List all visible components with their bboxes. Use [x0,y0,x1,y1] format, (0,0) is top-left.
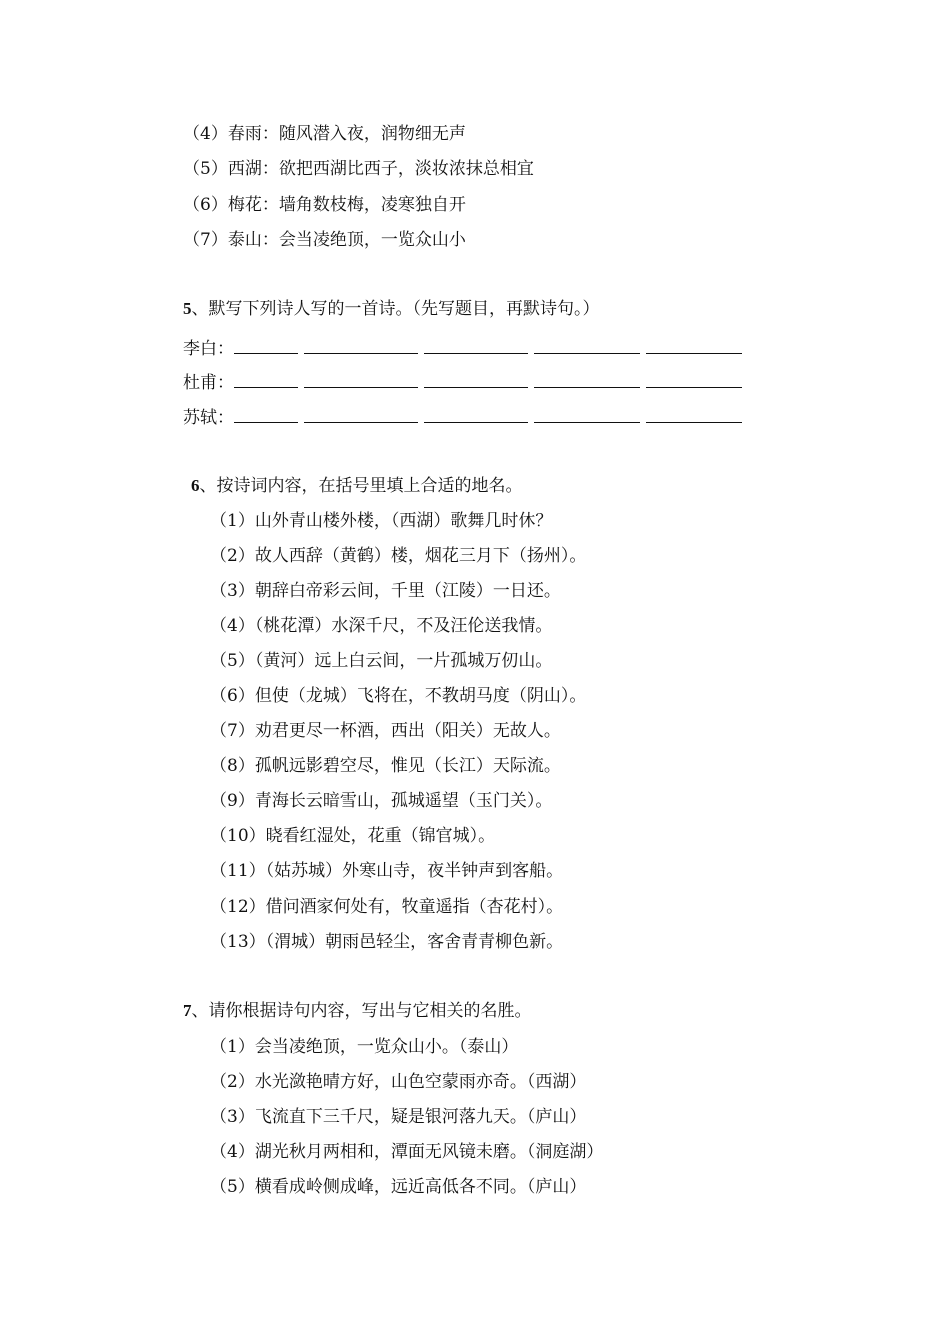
verse-blank[interactable] [424,337,528,354]
question-number: 6 [191,476,200,495]
q6-item: （11）（姑苏城）外寒山寺，夜半钟声到客船。 [210,861,564,881]
q6-item: （5）（黄河）远上白云间，一片孤城万仞山。 [210,651,553,671]
verse-blank[interactable] [424,371,528,388]
verse-blank[interactable] [304,406,418,423]
poet-label: 李白： [183,339,234,359]
q7-item: （5）横看成岭侧成峰，远近高低各不同。（庐山） [210,1177,587,1197]
question-number: 7 [183,1001,192,1020]
q6-item: （1）山外青山楼外楼，（西湖）歌舞几时休？ [210,511,553,531]
q6-item: （2）故人西辞（黄鹤）楼，烟花三月下（扬州）。 [210,546,587,566]
fill-row-li-bai [183,337,748,359]
poet-label: 苏轼： [183,408,234,428]
s4-item-4: （4）春雨：随风潜入夜，润物细无声 [183,124,466,144]
verse-blank[interactable] [304,371,418,388]
question-text: 、请你根据诗句内容，写出与它相关的名胜。 [191,1001,532,1021]
verse-blank[interactable] [646,406,742,423]
verse-blank[interactable] [646,371,742,388]
verse-blank[interactable] [304,337,418,354]
q6-item: （3）朝辞白帝彩云间，千里（江陵）一日还。 [210,581,561,601]
q7-item: （1）会当凌绝顶，一览众山小。（泰山） [210,1037,519,1057]
verse-blank[interactable] [534,406,640,423]
s4-item-6: （6）梅花：墙角数枝梅，凌寒独自开 [183,195,466,215]
title-blank[interactable] [234,337,298,354]
question-text: 、默写下列诗人写的一首诗。（先写题目，再默诗句。） [191,299,600,319]
q7-item: （4）湖光秋月两相和，潭面无风镜未磨。（洞庭湖） [210,1142,604,1162]
q7-item: （2）水光潋艳晴方好，山色空蒙雨亦奇。（西湖） [210,1072,587,1092]
question-7-heading [183,1000,532,1022]
title-blank[interactable] [234,371,298,388]
question-text: 、按诗词内容，在括号里填上合适的地名。 [199,476,523,496]
q6-item: （10）晓看红湿处，花重（锦官城）。 [210,826,496,846]
fill-row-su-shi [183,406,748,428]
fill-row-du-fu [183,371,748,393]
q7-item: （3）飞流直下三千尺，疑是银河落九天。（庐山） [210,1107,587,1127]
q6-item: （4）（桃花潭）水深千尺，不及汪伦送我情。 [210,616,553,636]
verse-blank[interactable] [646,337,742,354]
title-blank[interactable] [234,406,298,423]
s4-item-5: （5）西湖：欲把西湖比西子，淡妆浓抹总相宜 [183,159,534,179]
q6-item: （12）借问酒家何处有，牧童遥指（杏花村）。 [210,897,564,917]
question-5-heading [183,298,600,320]
q6-item: （6）但使（龙城）飞将在，不教胡马度（阴山）。 [210,686,587,706]
question-6-heading [191,475,523,497]
verse-blank[interactable] [534,337,640,354]
verse-blank[interactable] [424,406,528,423]
poet-label: 杜甫： [183,373,234,393]
q6-item: （7）劝君更尽一杯酒，西出（阳关）无故人。 [210,721,561,741]
verse-blank[interactable] [534,371,640,388]
q6-item: （8）孤帆远影碧空尽，惟见（长江）天际流。 [210,756,561,776]
q6-item: （13）（渭城）朝雨邑轻尘，客舍青青柳色新。 [210,932,564,952]
question-number: 5 [183,299,192,318]
s4-item-7: （7）泰山：会当凌绝顶，一览众山小 [183,230,466,250]
q6-item: （9）青海长云暗雪山，孤城遥望（玉门关）。 [210,791,553,811]
